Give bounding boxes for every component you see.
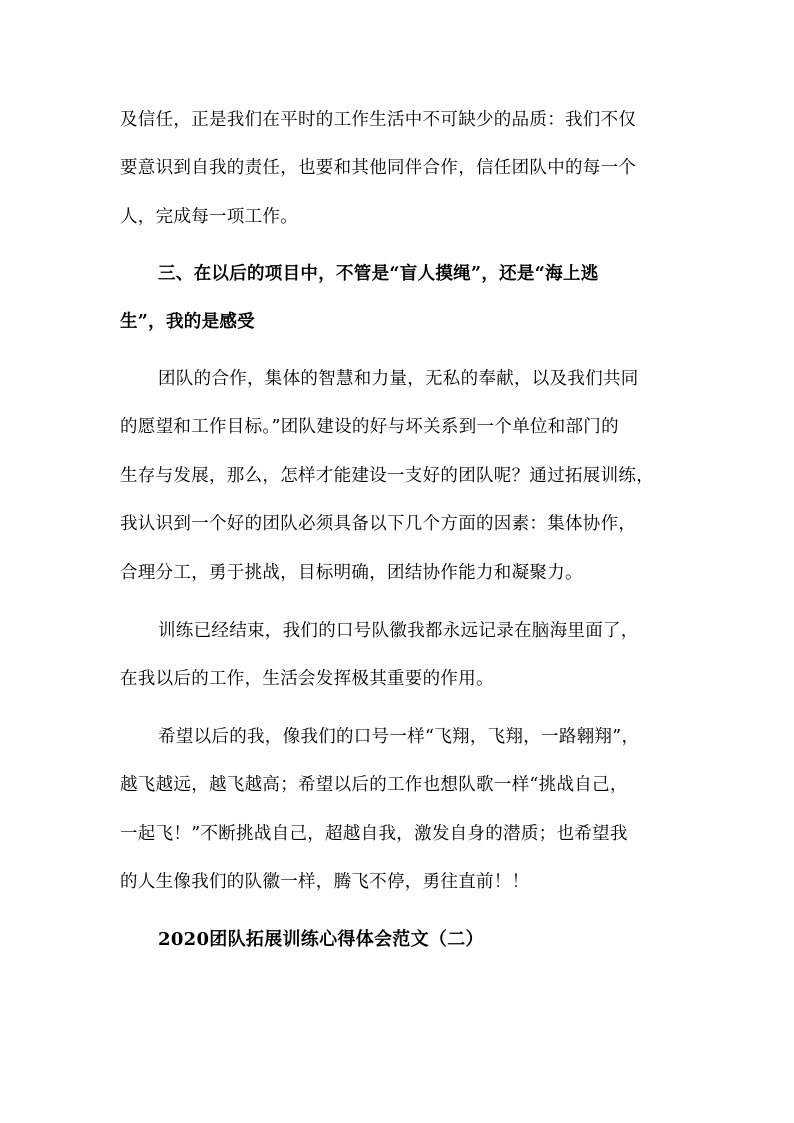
section-title: 2020团队拓展训练心得体会范文（二） bbox=[158, 929, 484, 950]
paragraph-hope-line-3: 一起飞！”不断挑战自己，超越自我，激发自身的潜质；也希望我 bbox=[120, 824, 628, 844]
paragraph-team-line-3: 生存与发展，那么，怎样才能建设一支好的团队呢？通过拓展训练， bbox=[120, 466, 654, 486]
paragraph-team-line-4: 我认识到一个好的团队必须具备以下几个方面的因素：集体协作， bbox=[120, 514, 637, 534]
heading-three-line-1: 三、在以后的项目中，不管是“盲人摸绳”，还是“海上逃 bbox=[158, 264, 599, 284]
paragraph-training-line-1: 训练已经结束，我们的口号队徽我都永远记录在脑海里面了， bbox=[158, 621, 639, 641]
paragraph-trust-line-1: 及信任，正是我们在平时的工作生活中不可缺少的品质：我们不仅 bbox=[120, 110, 637, 130]
heading-three-line-2: 生”，我的是感受 bbox=[120, 312, 255, 332]
paragraph-hope-line-1: 希望以后的我，像我们的口号一样“飞翔，飞翔，一路翱翔”， bbox=[158, 727, 640, 747]
paragraph-team-line-1: 团队的合作，集体的智慧和力量，无私的奉献，以及我们共同 bbox=[158, 369, 639, 389]
paragraph-training-line-2: 在我以后的工作，生活会发挥极其重要的作用。 bbox=[120, 669, 494, 689]
paragraph-team-line-5: 合理分工，勇于挑战，目标明确，团结协作能力和凝聚力。 bbox=[120, 563, 583, 583]
paragraph-trust-line-2: 要意识到自我的责任，也要和其他同伴合作，信任团队中的每一个 bbox=[120, 158, 637, 178]
paragraph-team-line-2: 的愿望和工作目标。”团队建设的好与坏关系到一个单位和部门的 bbox=[120, 417, 619, 437]
paragraph-hope-line-2: 越飞越远，越飞越高；希望以后的工作也想队歌一样“挑战自己， bbox=[120, 775, 628, 795]
paragraph-hope-line-4: 的人生像我们的队徽一样，腾飞不停，勇往直前！！ bbox=[120, 872, 530, 892]
paragraph-trust-line-3: 人，完成每一项工作。 bbox=[120, 207, 298, 227]
